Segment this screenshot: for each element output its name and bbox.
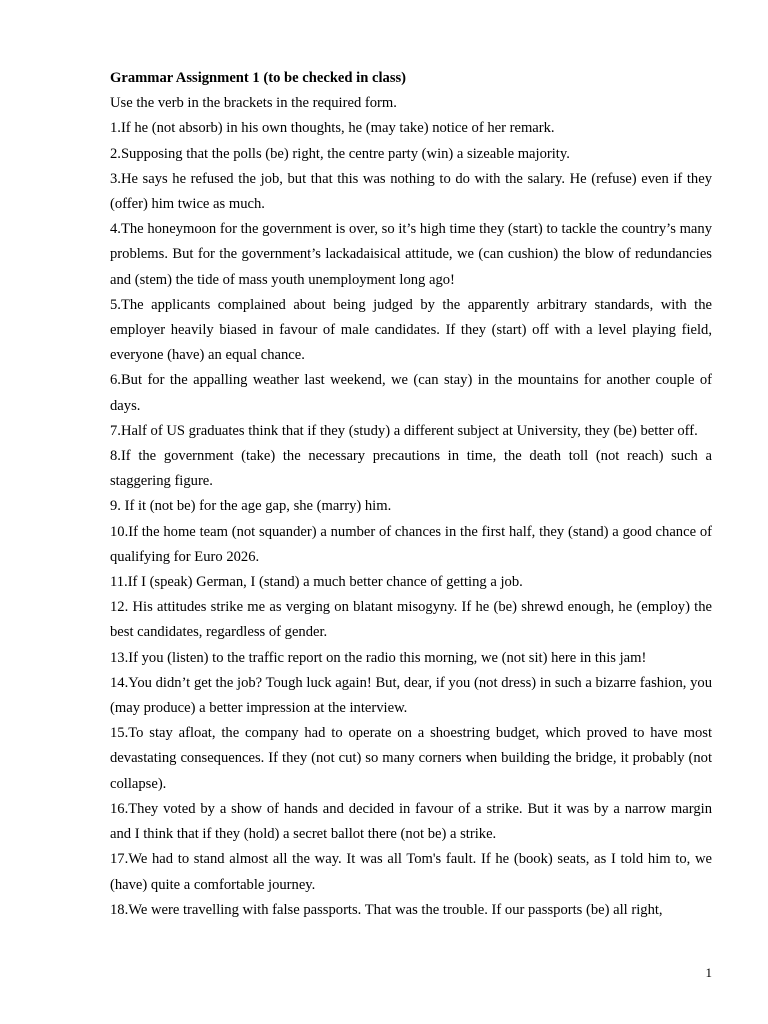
exercise-item-1: 1.If he (not absorb) in his own thoughts, he (may take) notice of her remark.: [110, 120, 555, 137]
exercise-item-5: 5.The applicants complained about being judged by the apparently arbitrary standards, with the employer heavily biased in favour of male candidates. If they (start) off with a level playing field, everyone (have) an equal chance.: [110, 296, 712, 364]
exercise-item-11: 11.If I (speak) German, I (stand) a much better chance of getting a job.: [110, 574, 523, 591]
exercise-item-17: 17.We had to stand almost all the way. It was all Tom's fault. If he (book) seats, as I told him to, we (have) quite a comfortable journey.: [110, 851, 712, 893]
exercise-item-14: 14.You didn’t get the job? Tough luck again! But, dear, if you (not dress) in such a bizarre fashion, you (may produce) a better impression at the interview.: [110, 674, 712, 717]
exercise-item-16: 16.They voted by a show of hands and decided in favour of a strike. But it was by a narrow margin and I think that if they (hold) a secret ballot there (not be) a strike.: [110, 800, 712, 843]
exercise-item-13: 13.If you (listen) to the traffic report on the radio this morning, we (not sit) here in this jam!: [110, 649, 647, 666]
exercise-item-15: 15.To stay afloat, the company had to operate on a shoestring budget, which proved to have most devastating consequences. If they (not cut) so many corners when building the bridge, it probably (not collapse).: [110, 725, 712, 792]
exercise-item-4: 4.The honeymoon for the government is over, so it’s high time they (start) to tackle the country’s many problems. But for the government’s lackadaisical attitude, we (can cushion) the blow of redundancies and (stem) the tide of mass youth unemployment long ago!: [110, 221, 712, 288]
exercise-item-18: 18.We were travelling with false passports. That was the trouble. If our passports (be) all right,: [110, 901, 663, 918]
assignment-title: Grammar Assignment 1 (to be checked in class): [110, 70, 407, 86]
exercise-item-7: 7.Half of US graduates think that if they (study) a different subject at University, they (be) better off.: [110, 422, 698, 439]
instruction-text: Use the verb in the brackets in the required form.: [110, 95, 397, 112]
exercise-item-9: 9. If it (not be) for the age gap, she (marry) him.: [110, 498, 392, 515]
exercise-item-10: 10.If the home team (not squander) a number of chances in the first half, they (stand) a good chance of qualifying for Euro 2026.: [110, 523, 712, 565]
exercise-item-6: 6.But for the appalling weather last weekend, we (can stay) in the mountains for another couple of days.: [110, 372, 712, 414]
document-page: [110, 66, 712, 923]
exercise-item-12: 12. His attitudes strike me as verging on blatant misogyny. If he (be) shrewd enough, he (employ) the best candidates, regardless of gender.: [110, 599, 712, 641]
page-number: 1: [705, 965, 712, 980]
exercise-item-3: 3.He says he refused the job, but that this was nothing to do with the salary. He (refuse) even if they (offer) him twice as much.: [110, 170, 712, 213]
exercise-item-2: 2.Supposing that the polls (be) right, the centre party (win) a sizeable majority.: [110, 145, 570, 162]
exercise-item-8: 8.If the government (take) the necessary precautions in time, the death toll (not reach) such a staggering figure.: [110, 448, 712, 490]
